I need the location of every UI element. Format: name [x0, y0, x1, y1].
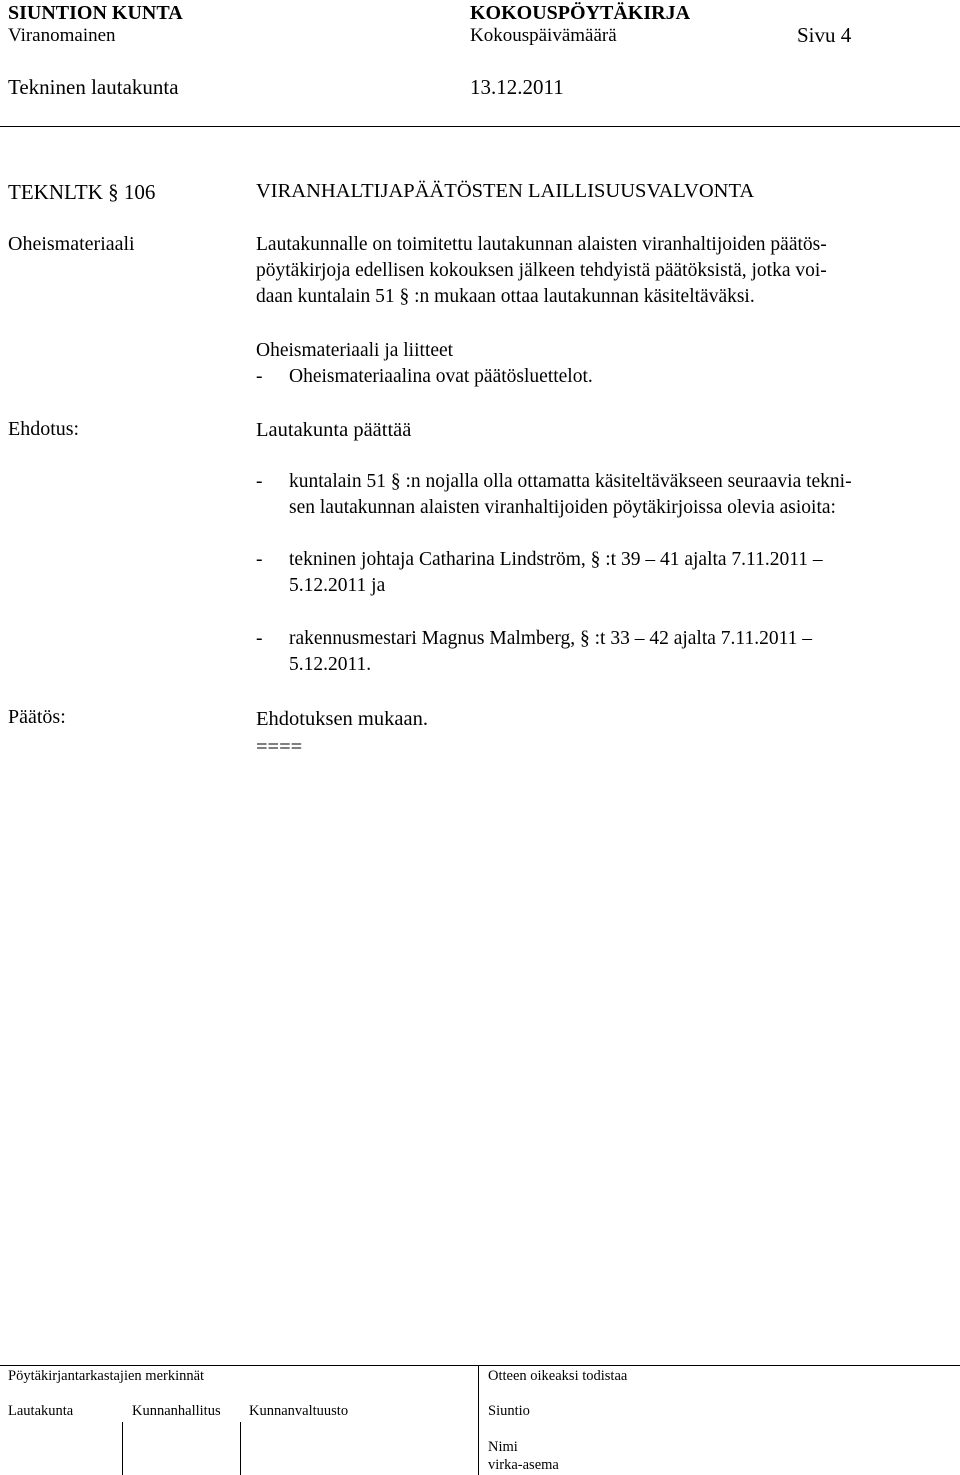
- section-num: 106: [123, 180, 156, 204]
- attachments-block: [256, 338, 593, 390]
- footer-divider: [0, 1365, 960, 1366]
- footer-column-divider: [478, 1365, 479, 1475]
- text-line: tekninen johtaja Catharina Lindström, § :t 39 – 41 ajalta 7.11.2011 –: [289, 549, 823, 570]
- paatos-label: Päätös:: [8, 706, 66, 728]
- document-type: KOKOUSPÖYTÄKIRJA: [470, 2, 691, 24]
- authority-name: Tekninen lautakunta: [8, 75, 179, 99]
- certified-label: Otteen oikeaksi todistaa: [488, 1368, 628, 1384]
- footer-col-kunnanhallitus: Kunnanhallitus: [132, 1403, 221, 1419]
- header-divider: [0, 126, 960, 127]
- meeting-date: 13.12.2011: [470, 75, 564, 99]
- text-line: sen lautakunnan alaisten viranhaltijoiden pöytäkirjoissa olevia asioita:: [289, 497, 836, 518]
- checkers-label: Pöytäkirjantarkastajien merkinnät: [8, 1368, 205, 1384]
- paatos-block: [256, 705, 428, 761]
- text-line: Lautakunnalle on toimitettu lautakunnan alaisten viranhaltijoiden päätös-: [256, 234, 827, 255]
- section-number: [8, 180, 155, 205]
- text-line: rakennusmestari Magnus Malmberg, § :t 33 – 42 ajalta 7.11.2011 –: [289, 628, 812, 649]
- attachments-heading: Oheismateriaali ja liitteet: [256, 340, 454, 361]
- decision-text: Ehdotuksen mukaan.: [256, 708, 428, 730]
- oheismateriaali-text: [256, 232, 827, 310]
- ehdotus-label: Ehdotus:: [8, 418, 80, 440]
- footer-place: Siuntio: [488, 1403, 530, 1419]
- proposal-item: - kuntalain 51 § :n nojalla olla ottamatta käsiteltäväkseen seuraavia tekni- sen lautakunnan alaisten viranhaltijoiden pöytäkirjoissa olevia asioita:: [256, 471, 852, 518]
- oheismateriaali-label: Oheismateriaali: [8, 233, 135, 255]
- section-symbol: §: [108, 180, 119, 204]
- ehdotus-intro: Lautakunta päättää: [256, 419, 412, 441]
- attachments-item: - Oheismateriaalina ovat päätösluettelot.: [256, 366, 593, 387]
- text-line: 5.12.2011 ja: [289, 575, 386, 596]
- footer-signature-divider: [122, 1422, 123, 1475]
- authority-label: Viranomainen: [8, 25, 116, 46]
- page-number: Sivu 4: [797, 23, 852, 47]
- footer-position-label: virka-asema: [488, 1457, 559, 1473]
- text-line: daan kuntalain 51 § :n mukaan ottaa lautakunnan käsiteltäväksi.: [256, 286, 755, 307]
- footer-col-lautakunta: Lautakunta: [8, 1403, 74, 1419]
- municipality-name: SIUNTION KUNTA: [8, 2, 183, 24]
- proposal-item: - rakennusmestari Magnus Malmberg, § :t 33 – 42 ajalta 7.11.2011 – 5.12.2011.: [256, 628, 812, 675]
- footer-signature-divider: [240, 1422, 241, 1475]
- text-line: kuntalain 51 § :n nojalla olla ottamatta käsiteltäväkseen seuraavia tekni-: [289, 471, 852, 492]
- end-mark: ====: [256, 736, 303, 758]
- section-title: VIRANHALTIJAPÄÄTÖSTEN LAILLISUUSVALVONTA: [256, 180, 755, 202]
- footer-name-label: Nimi: [488, 1439, 518, 1455]
- text-line: pöytäkirjoja edellisen kokouksen jälkeen tehdyistä päätöksistä, jotka voi-: [256, 260, 827, 281]
- section-code: TEKNLTK: [8, 180, 103, 204]
- proposal-item: - tekninen johtaja Catharina Lindström, § :t 39 – 41 ajalta 7.11.2011 – 5.12.2011 ja: [256, 549, 823, 596]
- meeting-date-label: Kokouspäivämäärä: [470, 25, 617, 46]
- text-line: 5.12.2011.: [289, 654, 372, 675]
- footer-col-kunnanvaltuusto: Kunnanvaltuusto: [249, 1403, 349, 1419]
